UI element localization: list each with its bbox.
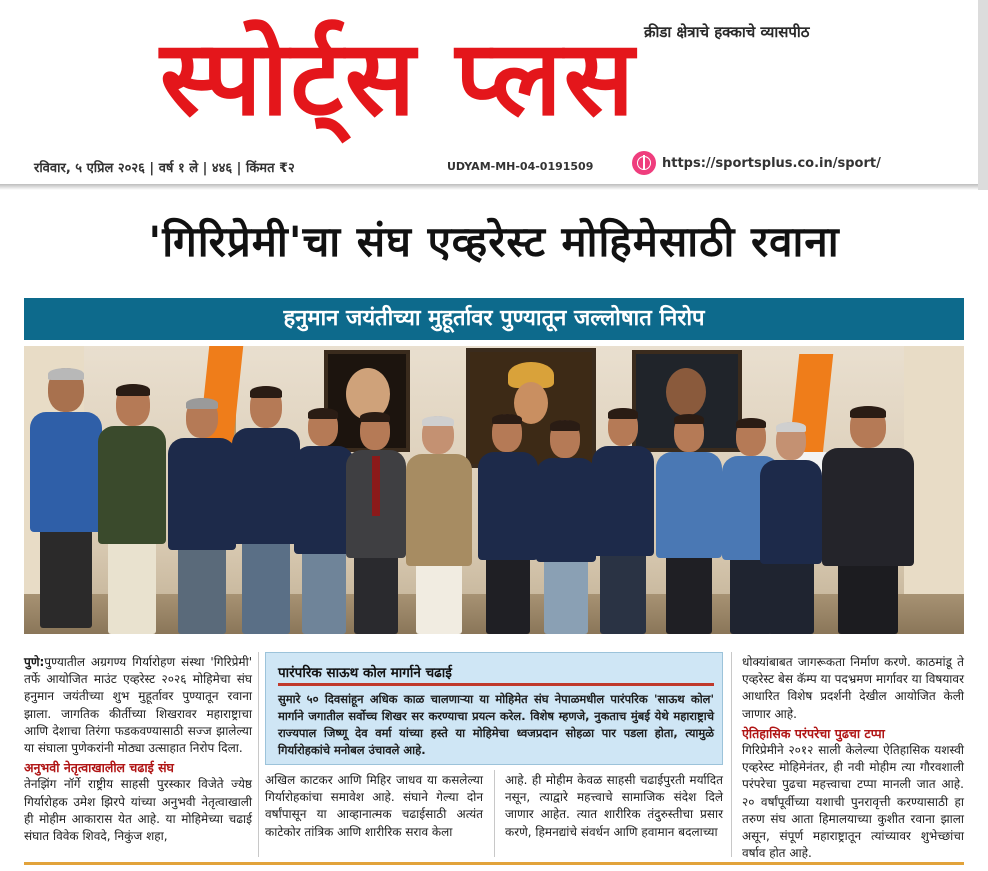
paragraph (24, 654, 252, 757)
team-member (344, 412, 408, 634)
paragraph: अखिल काटकर आणि मिहिर जाधव या कसलेल्या गिर्यारोहकांचा समावेश आहे. संघाने गेल्या दोन वर्षांपासून या आव्हानात्मक चढाईसाठी अत्यंत काटेकोर तांत्रिक आणि शारीरिक सराव केला (265, 773, 483, 839)
paragraph: तेनझिंग नॉर्गे राष्ट्रीय साहसी पुरस्कार विजेते ज्येष्ठ गिर्यारोहक उमेश झिरपे यांच्या अनुभवी नेतृत्वाखाली ही मोहीम आकारास येत आहे. या मोहिमेच्या चढाई संघात विवेक शिवदे, निकुंज शहा, (24, 777, 252, 844)
article-column-1 (24, 654, 252, 845)
team-member (818, 406, 918, 634)
box-title-rule (278, 683, 714, 686)
paragraph: आहे. ही मोहीम केवळ साहसी चढाईपुरती मर्यादित नसून, त्याद्वारे महत्त्वाचे सामाजिक संदेश दिले जाणार आहेत. त्यात शारीरिक तंदुरुस्तीचा प्रसार करणे, हिमनद्यांचे संवर्धन आणि हवामान बदलाच्या (505, 773, 723, 839)
section-subtitle: ऐतिहासिक परंपरेचा पुढचा टप्पा (742, 725, 885, 741)
section-subtitle: अनुभवी नेतृत्वाखालील चढाई संघ (24, 760, 174, 776)
article-column-3 (505, 772, 723, 841)
article-column-4 (742, 654, 964, 862)
team-photo (24, 346, 964, 634)
masthead (0, 0, 988, 186)
article-column-2 (265, 772, 483, 841)
issue-dateline: रविवार, ५ एप्रिल २०२६ | वर्ष १ ले | ४४६ | किंमत ₹२ (34, 161, 295, 176)
paragraph: धोक्यांबाबत जागरूकता निर्माण करणे. काठमांडू ते एव्हरेस्ट बेस कॅम्प या पदभ्रमण मार्गावर या विषयावर आधारित विशेष प्रदर्शनी देखील आयोजित केली जाणार आहे. (742, 655, 964, 721)
subheadline-bar (24, 298, 964, 340)
portrait-face (666, 368, 706, 416)
team-member (534, 420, 598, 634)
masthead-shadow (0, 184, 978, 190)
bottom-rule (24, 862, 964, 865)
page-edge (978, 0, 988, 190)
box-title: पारंपरिक साऊथ कोल मार्गाने चढाई (278, 665, 452, 681)
newspaper-logo: स्पोर्ट्स प्लस (160, 17, 637, 139)
website-link[interactable] (632, 150, 881, 176)
box-text: सुमारे ५० दिवसांहून अधिक काळ चालणाऱ्या या मोहिमेत संघ नेपाळमधील पारंपरिक 'साऊथ कोल' मार्गाने जगातील सर्वोच्च शिखर सर करण्याचा प्रयत्न करेल. विशेष म्हणजे, नुकताच मुंबई येथे महाराष्ट्राचे राज्यपाल जिष्णू देव वर्मा यांच्या हस्ते या मोहिमेचा ध्वजप्रदान सोहळा पार पडला होता, त्यामुळे गिर्यारोहकांचे मनोबल उंचावले आहे. (278, 692, 714, 757)
highlight-box (265, 652, 723, 765)
article-headline: 'गिरिप्रेमी'चा संघ एव्हरेस्ट मोहिमेसाठी रवाना (148, 217, 840, 266)
paragraph-text: पुण्यातील अग्रगण्य गिर्यारोहण संस्था 'गिरिप्रेमी' तर्फे आयोजित माउंट एव्हरेस्ट २०२६ मोहिमेचा संघ हनुमान जयंतीच्या शुभ मुहूर्तावर पुण्यातून रवाना झाला. जागतिक कीर्तीच्या शिखरावर महाराष्ट्राचा आणि देशाचा तिरंगा फडकवण्यासाठी सज्ज झालेल्या या संघाला पुणेकरांनी मोठ्या उत्साहात निरोप दिला. (24, 655, 252, 756)
team-member (654, 414, 724, 634)
team-member (590, 408, 656, 634)
article-dateline: पुणे: (24, 655, 45, 669)
masthead-tagline: क्रीडा क्षेत्राचे हक्काचे व्यासपीठ (644, 23, 810, 41)
paragraph: गिरिप्रेमीने २०१२ साली केलेल्या ऐतिहासिक यशस्वी एव्हरेस्ट मोहिमेनंतर, ही नवी मोहीम त्या गौरवशाली परंपरेचा पुढचा महत्त्वाचा टप्पा मानली जात आहे. २० वर्षांपूर्वीच्या यशाची पुनरावृत्ती करण्यासाठी हा तरुण संघ आता हिमालयाच्या कुशीत रवाना झाला असून, संपूर्ण महाराष्ट्रातून त्यांच्यावर शुभेच्छांचा वर्षाव होत आहे. (742, 743, 964, 861)
globe-icon (632, 151, 656, 175)
article-subheadline: हनुमान जयंतीच्या मुहूर्तावर पुण्यातून जल्लोषात निरोप (283, 306, 705, 331)
team-member (94, 384, 170, 634)
udyam-registration: UDYAM-MH-04-0191509 (447, 160, 594, 173)
team-member (404, 416, 474, 634)
team-member (476, 414, 540, 634)
team-member (758, 422, 824, 634)
team-member (164, 398, 240, 634)
column-divider (731, 652, 732, 857)
column-divider (258, 652, 259, 857)
masthead-panel (0, 0, 978, 186)
website-url[interactable]: https://sportsplus.co.in/sport/ (662, 155, 881, 171)
column-divider (494, 770, 495, 857)
